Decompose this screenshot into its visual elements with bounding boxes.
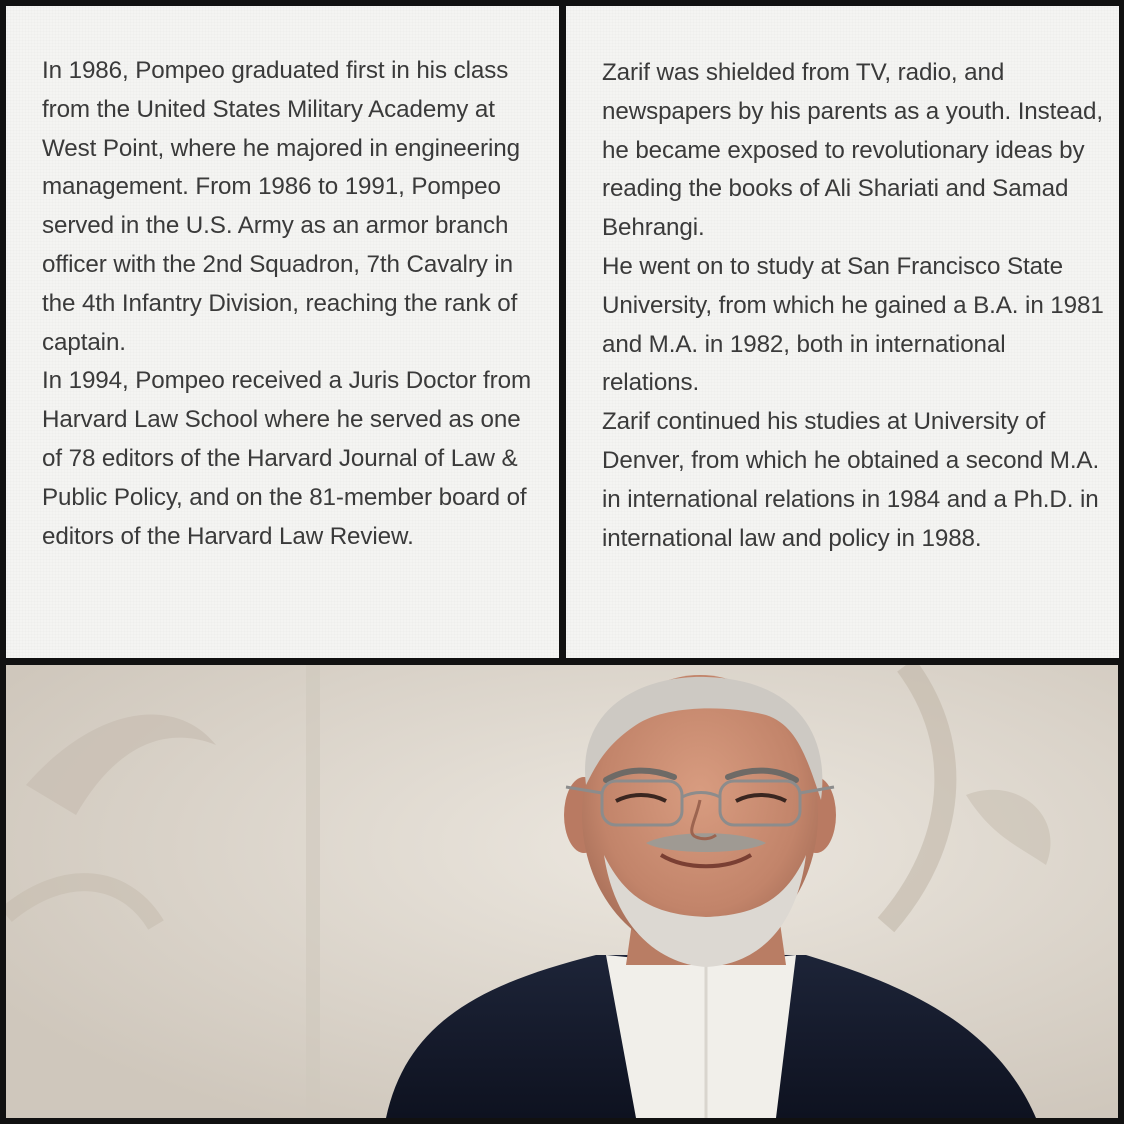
right-paragraph-1: Zarif was shielded from TV, radio, and newspapers by his parents as a youth. Instead, he became exposed to revolutionary ideas by reading the books of Ali Shariati and Samad Behrangi. [602,59,1103,242]
shirt-collar [606,955,796,1118]
left-text-panel [6,6,559,658]
portrait-photo [6,665,1118,1118]
right-paragraph-2: He went on to study at San Francisco State University, from which he gained a B.A. in 1981 and M.A. in 1982, both in international relations. [602,252,1104,397]
right-text-panel [566,6,1119,658]
portrait-illustration [6,665,1118,1118]
right-paragraph-3: Zarif continued his studies at University of Denver, from which he obtained a second M.A. in international relations in 1984 and a Ph.D. in international law and policy in 1988. [602,408,1100,552]
left-paragraph-2: In 1994, Pompeo received a Juris Doctor from Harvard Law School where he served as one of 78 editors of the Harvard Journal of Law & Public Policy, and on the 81-member board of editors of the Harvard Law Review. [42,367,531,550]
left-paragraph-1: In 1986, Pompeo graduated first in his class from the United States Military Academy at West Point, where he majored in engineering management. From 1986 to 1991, Pompeo served in the U.S. Army as an armor branch officer with the 2nd Squadron, 7th Cavalry in the 4th Infantry Division, reaching the rank of captain. [42,57,520,356]
wall-pillar [306,665,320,1118]
